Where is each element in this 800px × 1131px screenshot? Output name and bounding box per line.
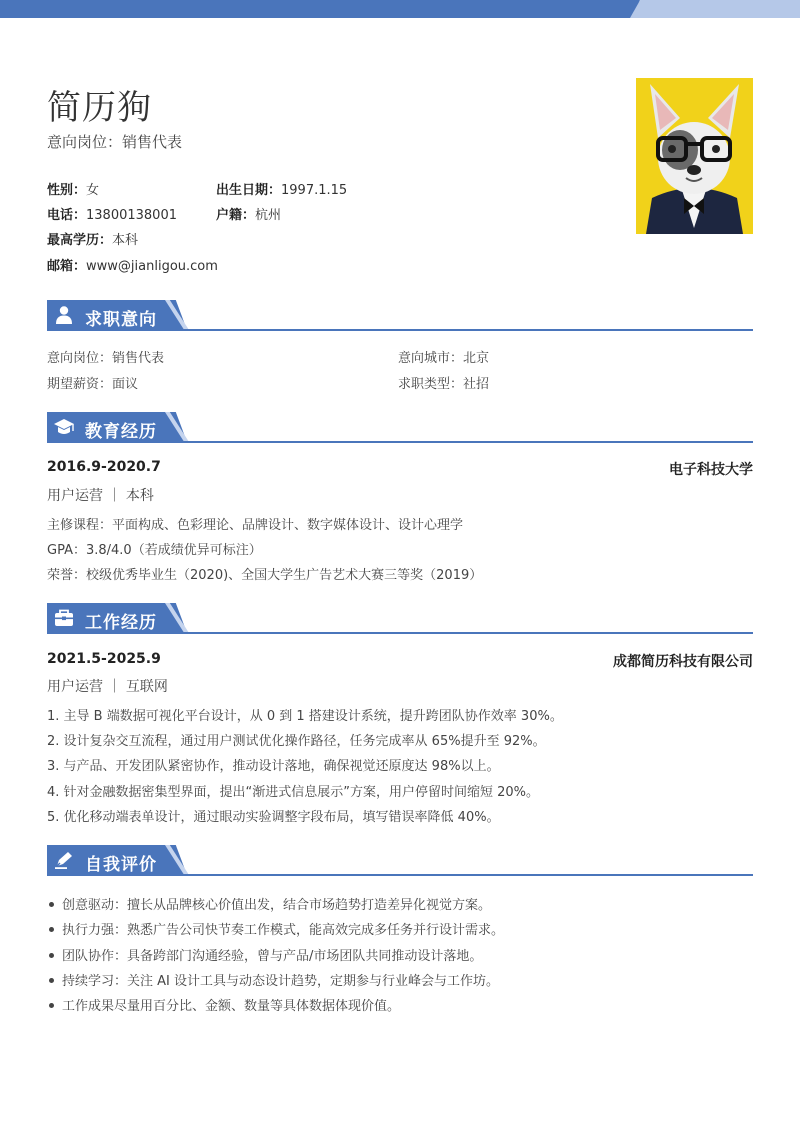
work-item-5: 5. 优化移动端表单设计，通过眼动实验调整字段布局，填写错误率降低 40%。 (47, 810, 500, 825)
section-header-self (47, 845, 753, 877)
section-title-education: 教育经历 (85, 422, 157, 442)
profile-photo (636, 78, 753, 234)
info-birth: 出生日期：1997.1.15 (216, 183, 348, 198)
education-gpa: GPA：3.8/4.0（若成绩优异可标注） (47, 543, 262, 558)
section-header-work (47, 603, 753, 635)
user-icon (53, 305, 75, 325)
education-period: 2016.9-2020.7 (47, 459, 161, 475)
dog-portrait-image (636, 78, 753, 234)
intent-salary: 期望薪资：面议 (47, 377, 139, 392)
self-item-5: 工作成果尽量用百分比、金额、数量等具体数据体现价值。 (47, 995, 400, 1014)
top-decor-bar (0, 0, 800, 18)
section-header-education (47, 412, 753, 444)
info-hukou: 户籍：杭州 (216, 208, 282, 223)
intent-city: 意向城市：北京 (398, 351, 490, 366)
work-item-2: 2. 设计复杂交互流程，通过用户测试优化操作路径，任务完成率从 65%提升至 92%。 (47, 734, 546, 749)
candidate-name: 简历狗 (47, 88, 152, 128)
self-item-3: 团队协作：具备跨部门沟通经验，曾与产品/市场团队共同推动设计落地。 (47, 945, 482, 964)
briefcase-icon (53, 608, 75, 628)
section-title-work: 工作经历 (85, 613, 157, 633)
info-email: 邮箱：www@jianligou.com (47, 259, 218, 274)
work-period: 2021.5-2025.9 (47, 651, 161, 667)
intent-position: 意向岗位：销售代表 (47, 351, 165, 366)
education-school: 电子科技大学 (669, 462, 753, 478)
work-item-1: 1. 主导 B 端数据可视化平台设计，从 0 到 1 搭建设计系统，提升跨团队协作效率 30%。 (47, 709, 563, 724)
pen-icon (53, 850, 75, 870)
info-gender: 性别：女 (47, 183, 100, 198)
top-bar-light (630, 0, 800, 18)
work-item-4: 4. 针对金融数据密集型界面，提出“渐进式信息展示”方案，用户停留时间缩短 20%。 (47, 785, 540, 800)
work-item-3: 3. 与产品、开发团队紧密协作，推动设计落地，确保视觉还原度达 98%以上。 (47, 759, 500, 774)
self-item-4: 持续学习：关注 AI 设计工具与动态设计趋势，定期参与行业峰会与工作坊。 (47, 970, 499, 989)
education-courses: 主修课程：平面构成、色彩理论、品牌设计、数字媒体设计、设计心理学 (47, 518, 464, 533)
top-bar-dark (0, 0, 640, 18)
graduation-cap-icon (53, 417, 75, 437)
education-honors: 荣誉：校级优秀毕业生（2020)、全国大学生广告艺术大赛三等奖（2019） (47, 568, 483, 583)
work-role-industry: 用户运营 ｜ 互联网 (47, 679, 168, 695)
section-header-intent (47, 300, 753, 332)
intent-type: 求职类型：社招 (398, 377, 490, 392)
info-education: 最高学历：本科 (47, 233, 139, 248)
section-title-intent: 求职意向 (85, 310, 157, 330)
self-item-2: 执行力强：熟悉广告公司快节奏工作模式，能高效完成多任务并行设计需求。 (47, 919, 504, 938)
self-item-1: 创意驱动：擅长从品牌核心价值出发，结合市场趋势打造差异化视觉方案。 (47, 894, 491, 913)
work-company: 成都简历科技有限公司 (613, 654, 753, 670)
info-phone: 电话：13800138001 (47, 208, 177, 223)
section-title-self: 自我评价 (85, 855, 157, 875)
education-major-degree: 用户运营 ｜ 本科 (47, 488, 154, 504)
intent-position-line: 意向岗位：销售代表 (47, 133, 183, 151)
